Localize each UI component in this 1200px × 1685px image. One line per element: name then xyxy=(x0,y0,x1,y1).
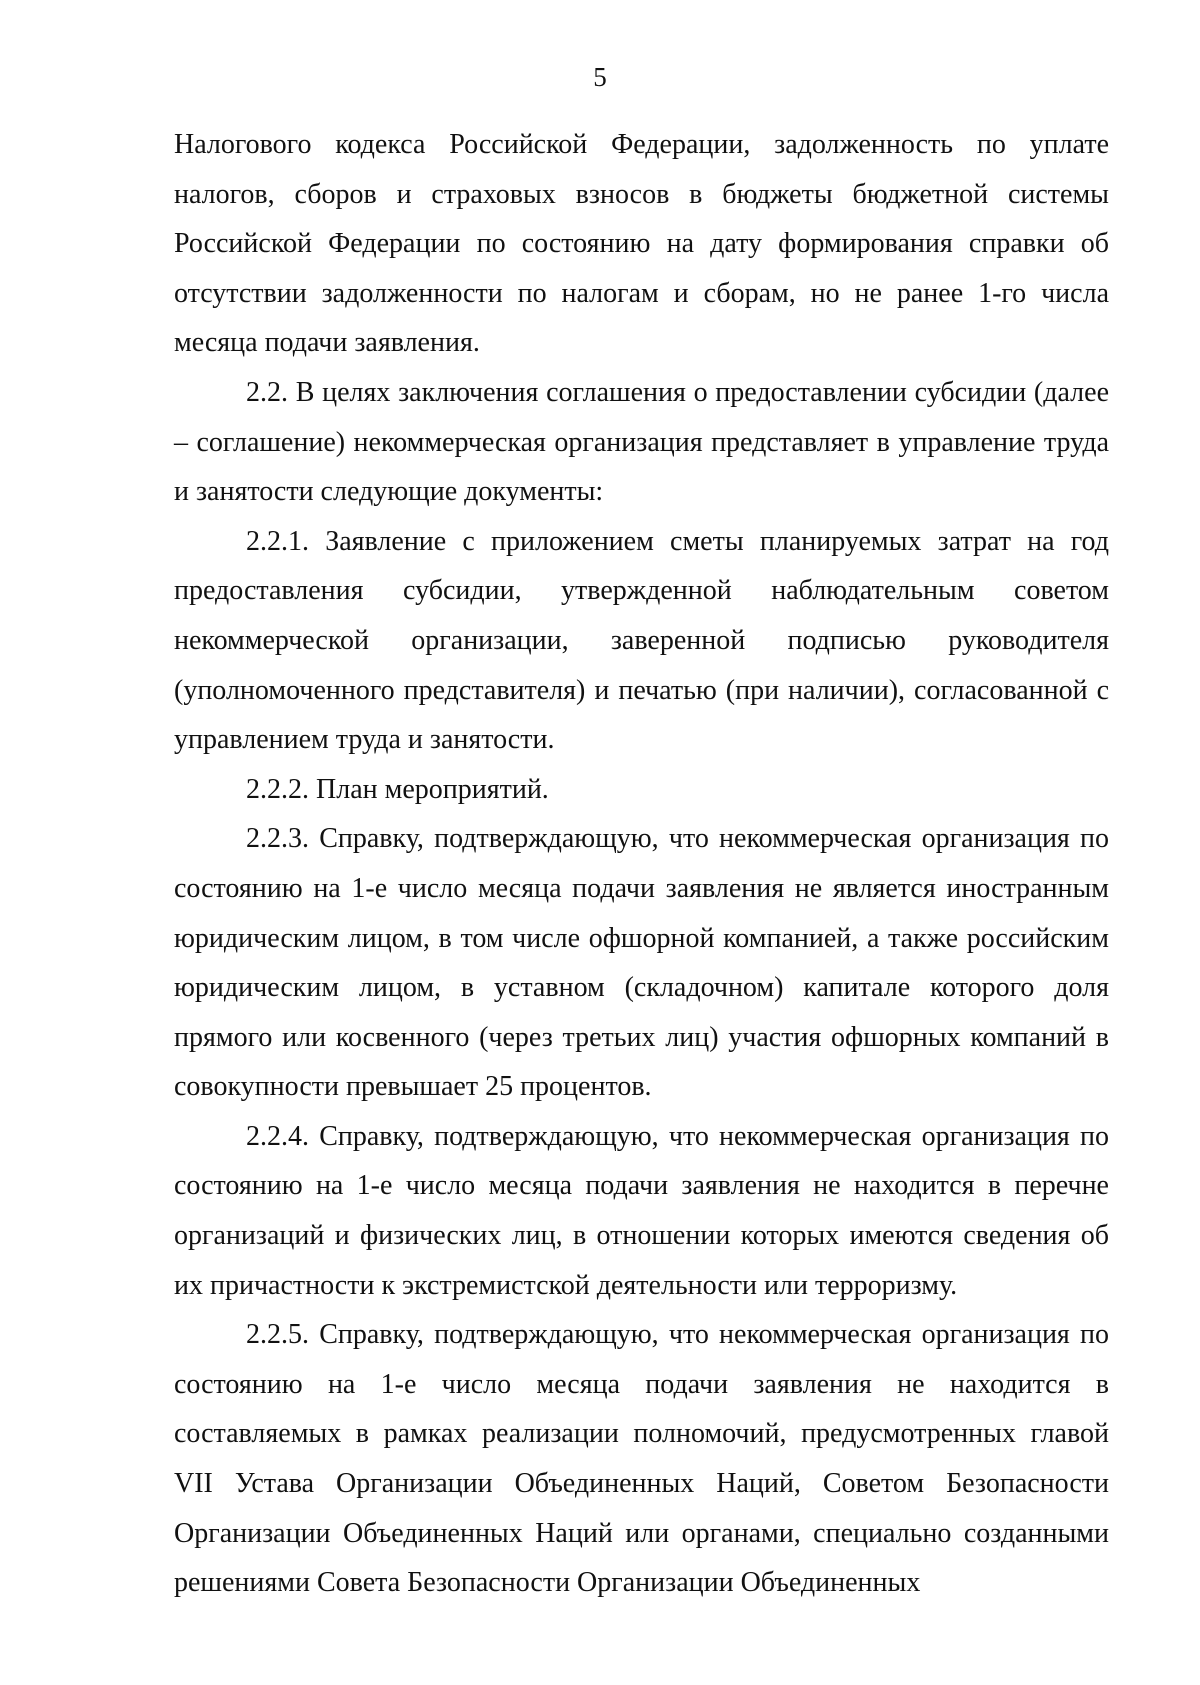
paragraph-2-2-3: 2.2.3. Справку, подтверждающую, что некоммерческая организация по состоянию на 1-е число месяца подачи заявления не является иностранным юридическим лицом, в том числе офшорной компанией, а также российским юридическим лицом, в уставном (складочном) капитале которого доля прямого или косвенного (через третьих лиц) участия офшорных компаний в совокупности превышает 25 процентов. xyxy=(174,823,1109,1103)
page-number: 5 xyxy=(593,62,607,92)
paragraph-continuation: Налогового кодекса Российской Федерации, задолженность по уплате налогов, сборов и страховых взносов в бюджеты бюджетной системы Российской Федерации по состоянию на дату формирования справки об отсутствии задолженности по налогам и сборам, но не ранее 1-го числа месяца подачи заявления. xyxy=(174,129,1109,359)
paragraph-2-2: 2.2. В целях заключения соглашения о предоставлении субсидии (далее – соглашение) некоммерческая организация представляет в управление труда и занятости следующие документы: xyxy=(174,376,1109,508)
paragraph-2-2-2: 2.2.2. План мероприятий. xyxy=(246,773,549,805)
paragraph-2-2-5: 2.2.5. Справку, подтверждающую, что некоммерческая организация по состоянию на 1-е число месяца подачи заявления не находится в составляемых в рамках реализации полномочий, предусмотренных главой VII Устава Организации Объединенных Наций, Советом Безопасности Организации Объединенных Наций или органами, специально созданными решениями Совета Безопасности Организации Объединенных xyxy=(174,1319,1109,1599)
paragraph-2-2-1: 2.2.1. Заявление с приложением сметы планируемых затрат на год предоставления субсидии, утвержденной наблюдательным советом некоммерческой организации, заверенной подписью руководителя (уполномоченного представителя) и печатью (при наличии), согласованной с управлением труда и занятости. xyxy=(174,525,1109,756)
paragraph-2-2-4: 2.2.4. Справку, подтверждающую, что некоммерческая организация по состоянию на 1-е число месяца подачи заявления не находится в перечне организаций и физических лиц, в отношении которых имеются сведения об их причастности к экстремистской деятельности или терроризму. xyxy=(174,1120,1109,1301)
document-body xyxy=(174,120,1109,1608)
